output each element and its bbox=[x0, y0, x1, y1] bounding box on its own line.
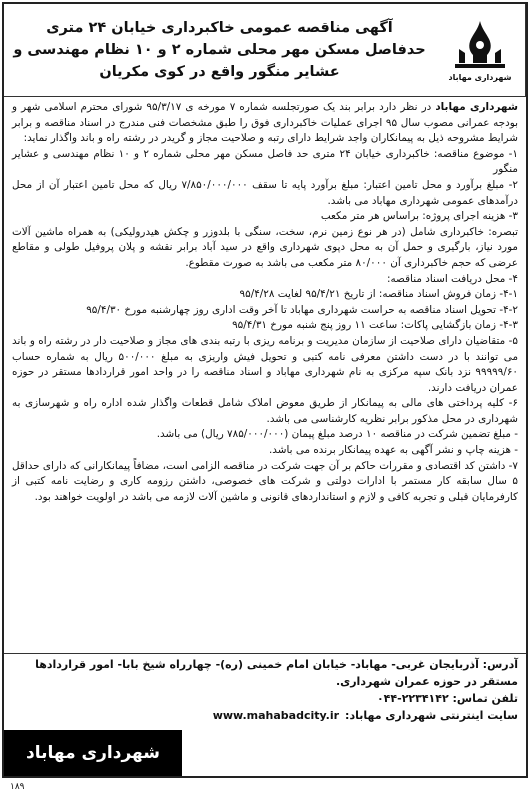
section-7: ۷- داشتن کد اقتصادی و مقررات حاکم بر آن جهت شرکت در مناقصه الزامی است، مضافاً پیمانکارانی که دارای حداقل ۵ سال سابقه کار مستمر با ادارات دولتی و شرکت های خصوصی، داشتن رزومه کاری و رضایت نامه کتبی از کارفرمایان قبلی و تجربه کافی و لازم و استانداردهای قانونی و ماشین آلات لازمه می باشد در اولویت خواهند بود. bbox=[12, 459, 518, 503]
section-4: ۴- محل دریافت اسناد مناقصه: bbox=[386, 272, 518, 285]
address: آدرس: آذربایجان غربی- مهاباد- خیابان امام خمینی (ره)- چهارراه شیخ بابا- امور قراردادها مستقر در حوزه عمران شهرداری. bbox=[35, 658, 518, 688]
phone: تلفن تماس: ۲۲۳۴۱۴۲-۰۴۴ bbox=[376, 692, 518, 705]
section-6: ۶- کلیه پرداختی های مالی به پیمانکار از طریق معوض املاک شامل قطعات واگذار شده اداره راه و شهرسازی به شهرداری در محل مذکور برابر نظریه کارشناسی می باشد. bbox=[12, 397, 518, 425]
section-3-note: تبصره: خاکبرداری شامل (در هر نوع زمین نرم، سخت، سنگی با بلدوزر و چکش هیدرولیکی) به همراه ماشین آلات مورد نیاز، بارگیری و حمل آن به محل دپوی شهرداری واقع در سید آباد برابر نقشه و پلان پروفیل طولی و مقاطع عرضی که حجم خاکبرداری آن ۸۰/۰۰۰ متر مکعب می باشد به صورت مقطوع. bbox=[12, 225, 518, 269]
section-1: ۱- موضوع مناقصه: خاکبرداری خیابان ۲۴ متری حد فاصل مسکن مهر محلی شماره ۲ و ۱۰ نظام مهندسی و عشایر منگور bbox=[12, 147, 518, 176]
municipality-banner: شهرداری مهاباد bbox=[4, 730, 182, 776]
section-4-1: ۴-۱- زمان فروش اسناد مناقصه: از تاریخ ۹۵/۴/۲۱ لغایت ۹۵/۴/۲۸ bbox=[239, 288, 518, 301]
section-3: ۳- هزینه اجرای پروژه: براساس هر متر مکعب bbox=[320, 210, 518, 223]
page-number: ۱۸۹ bbox=[10, 782, 25, 792]
section-2: ۲- مبلغ برآورد و محل تامین اعتبار: مبلغ برآورد پایه تا سقف ۷/۸۵۰/۰۰۰/۰۰۰ ریال که محل تامین اعتبار آن از محل درآمدهای عمومی شهرداری مهاباد می باشد. bbox=[12, 178, 519, 207]
title-line-3: عشایر منگور واقع در کوی مکریان bbox=[99, 64, 340, 80]
section-6-guarantee: - مبلغ تضمین شرکت در مناقصه ۱۰ درصد مبلغ پیمان (۷۸۵/۰۰۰/۰۰۰ ریال) می باشد. bbox=[156, 428, 518, 441]
section-5: ۵- متقاضیان دارای صلاحیت از سازمان مدیریت و برنامه ریزی با رتبه بندی های مجاز و صلاحیت دار در رشته راه و باند می توانند با در دست داشتن معرفی نامه کتبی و تحویل فیش واریزی به مبلغ ۵۰۰/۰۰۰ ریال به شماره حساب ۹۹۹۹۹/۶۰ نزد بانک سپه مرکزی به نام شهرداری مهاباد و اسناد مناقصه را در واحد امور قراردادها مستقر در حوزه عمران دریافت دارند. bbox=[12, 334, 519, 394]
website-row bbox=[12, 707, 518, 724]
section-4-3: ۴-۳- زمان بازگشایی پاکات: ساعت ۱۱ روز پنج شنبه مورخ ۹۵/۴/۳۱ bbox=[232, 319, 518, 332]
section-6-print-cost: - هزینه چاپ و نشر آگهی به عهده پیمانکار برنده می باشد. bbox=[269, 444, 518, 457]
notice-body bbox=[4, 97, 526, 505]
municipality-logo bbox=[435, 4, 526, 96]
notice-title bbox=[4, 4, 435, 96]
website-label: سایت اینترنتی شهرداری مهاباد: bbox=[345, 709, 518, 722]
notice-header bbox=[4, 4, 526, 97]
mahabad-emblem-icon bbox=[451, 19, 509, 71]
title-line-1: آگهی مناقصه عمومی خاکبرداری خیابان ۲۴ متری bbox=[46, 20, 393, 36]
tender-notice bbox=[2, 2, 528, 792]
intro-text: در نظر دارد برابر بند یک صورتجلسه شماره ۷ مورخه ی ۹۵/۳/۱۷ شورای محترم اسلامی شهر و بودجه عمرانی مصوب سال ۹۵ اجرای عملیات خاکبرداری فوق را طبق مشخصات فنی مندرج در اسناد مناقصه و برابر شرایط مشروحه ذیل به پیمانکاران واجد شرایط دارای رتبه و صلاحیت مجاز و گریدر در رشته راه و باند واگذار نماید: bbox=[12, 101, 518, 145]
title-line-2: حدفاصل مسکن مهر محلی شماره ۲ و ۱۰ نظام مهندسی و bbox=[13, 42, 426, 58]
website-link[interactable]: www.mahabadcity.ir bbox=[212, 709, 340, 722]
intro-paragraph bbox=[12, 100, 518, 147]
logo-caption: شهرداری مهاباد bbox=[448, 72, 512, 82]
contact-block bbox=[4, 654, 526, 726]
intro-lead: شهرداری مهاباد bbox=[435, 101, 518, 113]
section-4-2: ۴-۲- تحویل اسناد مناقصه به حراست شهرداری مهاباد تا آخر وقت اداری روز چهارشنبه مورخ ۹۵/۴/۳۰ bbox=[86, 303, 518, 316]
notice-footer bbox=[4, 653, 526, 792]
